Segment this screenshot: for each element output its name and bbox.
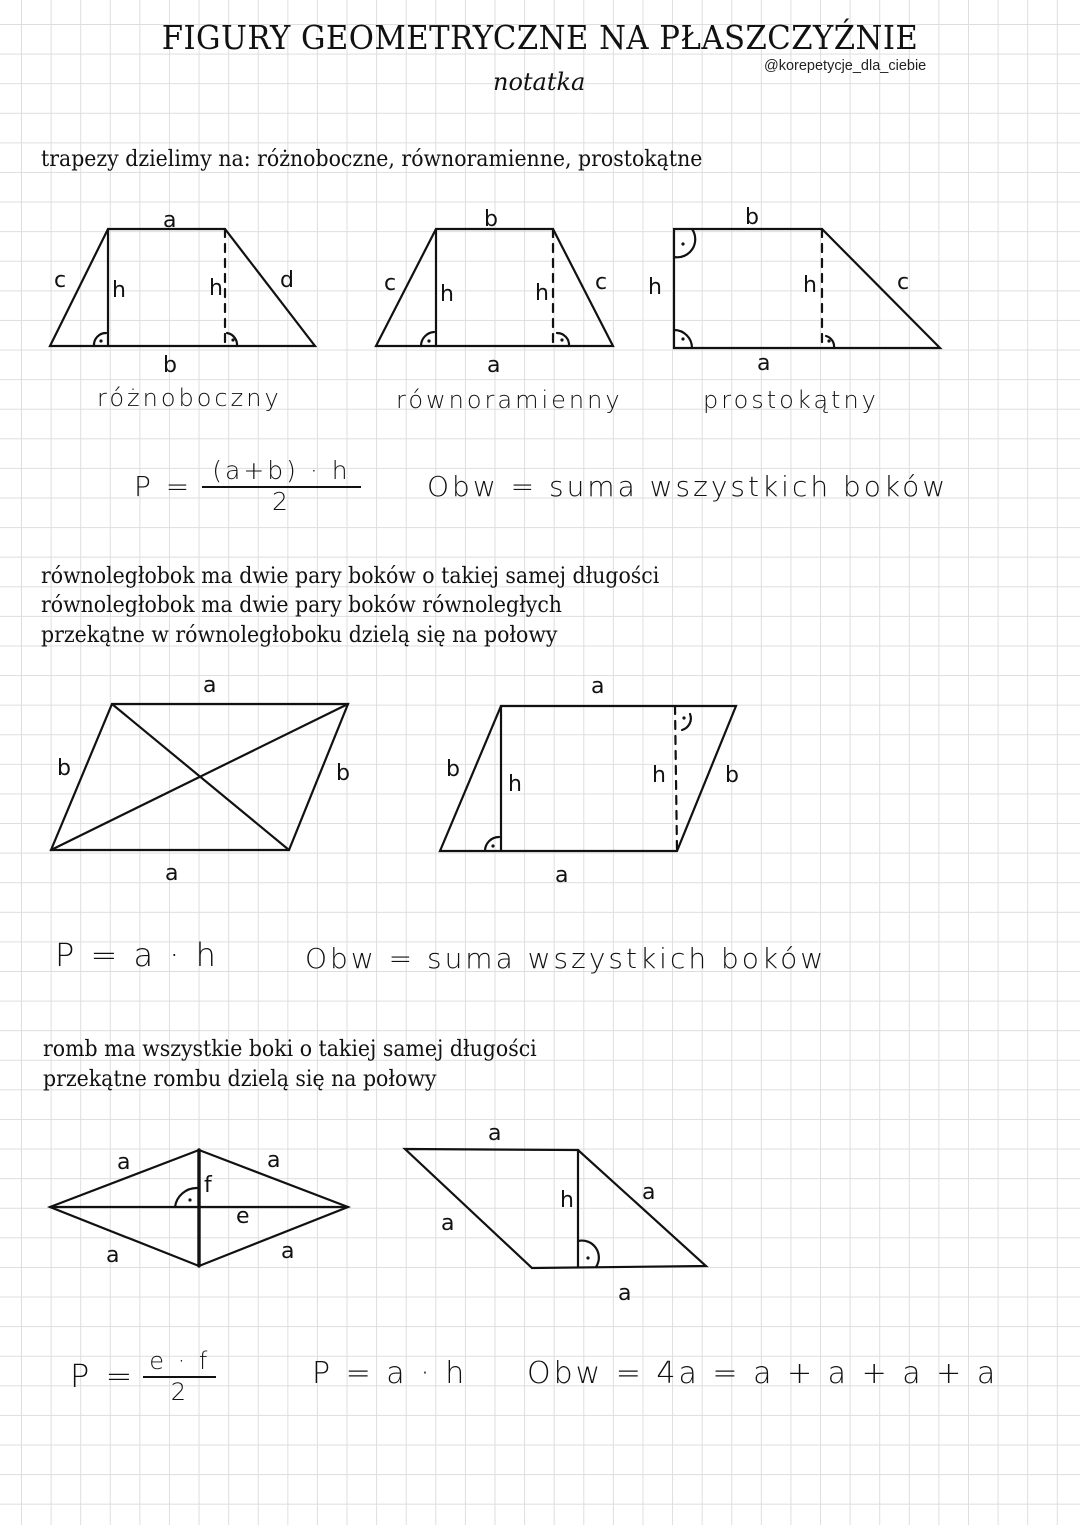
scalene-trapezoid-figure (50, 229, 315, 346)
label-top: b (745, 205, 759, 230)
fraction-numerator: e · f (143, 1346, 216, 1378)
label-bottom: a (165, 861, 179, 886)
parallelogram-diagonals-figure (51, 704, 348, 850)
label-right: c (595, 270, 608, 295)
trapezoid-area-formula (134, 456, 361, 516)
area-fraction (143, 1346, 216, 1406)
label-right: a (642, 1180, 656, 1205)
label-left: c (54, 268, 67, 293)
label-diagonal-f: f (204, 1173, 212, 1198)
label-height: h (803, 273, 817, 298)
trapezoid-intro: trapezy dzielimy na: różnoboczne, równoramienne, prostokątne (41, 147, 703, 172)
page-subtitle: notatka (493, 68, 586, 96)
author-handle: @korepetycje_dla_ciebie (764, 58, 927, 74)
parallelogram-property: przekątne w równoległoboku dzielą się na połowy (41, 623, 558, 648)
rhombus-property: romb ma wszystkie boki o takiej samej długości (43, 1037, 537, 1062)
label-height: h (535, 281, 549, 306)
parallelogram-height-figure (440, 706, 736, 851)
label-bottom: a (555, 863, 569, 888)
label-left: b (57, 756, 71, 781)
area-lhs: P = (70, 1357, 136, 1395)
fraction-denominator: 2 (170, 1378, 189, 1406)
area-fraction (202, 456, 360, 516)
label-height: h (440, 282, 454, 307)
label-height: h (209, 276, 223, 301)
label-left: h (648, 275, 662, 300)
label-bottom: a (757, 351, 771, 376)
trapezoid-type-label: różnoboczny (97, 384, 282, 412)
label-bottom: a (487, 353, 501, 378)
page-title: FIGURY GEOMETRYCZNE NA PŁASZCZYŹNIE (161, 18, 919, 57)
label-top: b (484, 207, 498, 232)
label-side: a (117, 1150, 131, 1175)
rhombus-area-formula-diagonals (70, 1346, 216, 1406)
isosceles-trapezoid-figure (376, 229, 613, 346)
rhombus-property: przekątne rombu dzielą się na połowy (43, 1067, 437, 1092)
parallelogram-property: równoległobok ma dwie pary boków o takiej samej długości (41, 564, 660, 589)
fraction-numerator: (a+b) · h (202, 456, 360, 488)
label-top: a (488, 1121, 502, 1146)
label-left: b (446, 757, 460, 782)
label-side: a (267, 1148, 281, 1173)
area-lhs: P = (134, 469, 193, 503)
parallelogram-area-formula: P = a · h (55, 936, 219, 974)
label-height: h (560, 1188, 574, 1213)
rhombus-perimeter-formula: Obw = 4a = a + a + a + a (527, 1356, 999, 1391)
label-top: a (203, 673, 217, 698)
rhombus-height-figure (405, 1149, 706, 1268)
label-side: a (281, 1239, 295, 1264)
label-bottom: a (618, 1281, 632, 1306)
label-right: d (280, 268, 294, 293)
label-height: h (112, 278, 126, 303)
label-height: h (508, 772, 522, 797)
label-height: h (652, 763, 666, 788)
label-side: a (106, 1243, 120, 1268)
parallelogram-property: równoległobok ma dwie pary boków równoległych (41, 593, 562, 618)
label-right: c (897, 270, 910, 295)
rhombus-diagonals-figure (50, 1150, 348, 1266)
fraction-denominator: 2 (271, 487, 291, 516)
trapezoid-type-label: prostokątny (703, 386, 879, 414)
label-left: a (441, 1211, 455, 1236)
label-bottom: b (163, 353, 177, 378)
trapezoid-perimeter-formula: Obw = suma wszystkich boków (427, 470, 949, 503)
label-right: b (725, 763, 739, 788)
trapezoid-type-label: równoramienny (396, 386, 623, 414)
label-top: a (591, 674, 605, 699)
label-diagonal-e: e (236, 1204, 250, 1229)
rhombus-area-formula-height: P = a · h (312, 1356, 468, 1391)
parallelogram-perimeter-formula: Obw = suma wszystkich boków (305, 942, 827, 975)
label-top: a (163, 208, 177, 233)
label-right: b (336, 761, 350, 786)
label-left: c (384, 271, 397, 296)
